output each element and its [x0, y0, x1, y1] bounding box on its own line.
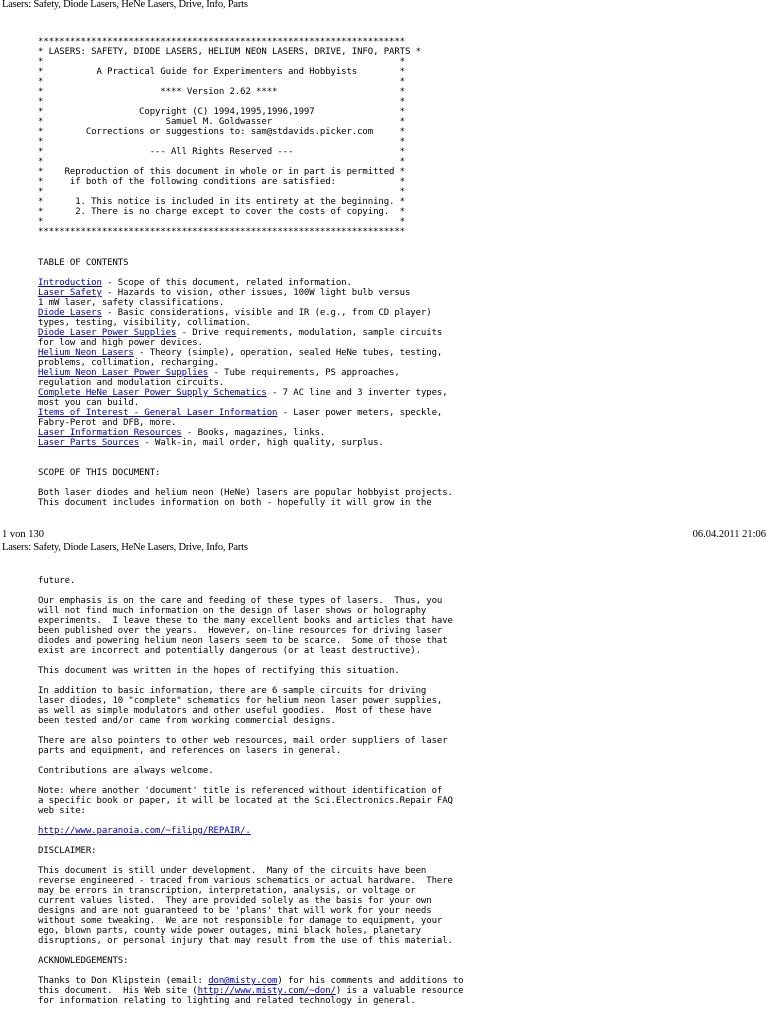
para-written: This document was written in the hopes of rectifying this situation. — [38, 666, 400, 676]
banner-line: * **** Version 2.62 **** * — [38, 87, 405, 97]
toc-heading: TABLE OF CONTENTS — [38, 258, 129, 268]
toc-link[interactable]: Helium Neon Laser Power Supplies — [38, 368, 209, 378]
banner-line: * * — [38, 187, 405, 197]
toc-link[interactable]: Laser Safety — [38, 288, 102, 298]
banner-line: * --- All Rights Reserved --- * — [38, 147, 405, 157]
toc-link[interactable]: Laser Information Resources — [38, 428, 182, 438]
ack-website-link[interactable]: http://www.misty.com/~don/ — [197, 986, 336, 996]
banner-line: * * — [38, 57, 405, 67]
banner-line: * * — [38, 137, 405, 147]
ack-text-3: ) is a valuable resource for information relating to lighting and related technology in general. — [38, 986, 464, 1006]
banner-line: * * — [38, 157, 405, 167]
ack-text-1: Thanks to Don Klipstein (email: — [38, 976, 209, 986]
print-date: 06.04.2011 21:06 — [692, 529, 766, 540]
acknowledgements-heading: ACKNOWLEDGEMENTS: — [38, 956, 129, 966]
scope-section — [38, 468, 453, 508]
para-addition: In addition to basic information, there are 6 sample circuits for driving laser diodes, 10 "complete" schematics for helium neon laser power supplies, as well as simple modulators and other useful goodies. Most of these have been tested and/or came from working commercial designs. — [38, 686, 443, 726]
toc-description: - Walk-in, mail order, high quality, surplus. — [139, 438, 384, 448]
running-header-2: Lasers: Safety, Diode Lasers, HeNe Lasers, Drive, Info, Parts — [2, 542, 248, 553]
para-note: Note: where another 'document' title is referenced without identification of a specific book or paper, it will be located at the Sci.Electronics.Repair FAQ web site: — [38, 786, 453, 816]
toc-description: - Drive requirements, modulation, sample circuits for low and high power devices. — [38, 328, 443, 348]
toc-link[interactable]: Helium Neon Lasers — [38, 348, 134, 358]
toc-link[interactable]: Introduction — [38, 278, 102, 288]
disclaimer-heading: DISCLAIMER: — [38, 846, 97, 856]
toc-description: - Books, magazines, links. — [186, 428, 326, 438]
toc-link[interactable]: Diode Lasers — [38, 308, 102, 318]
para-pointers: There are also pointers to other web resources, mail order suppliers of laser parts and equipment, and references on lasers in general. — [38, 736, 448, 756]
toc-description: - Hazards to vision, other issues, 100W light bulb versus 1 mW laser, safety classifications. — [38, 288, 411, 308]
banner-line: * LASERS: SAFETY, DIODE LASERS, HELIUM NEON LASERS, DRIVE, INFO, PARTS * — [38, 47, 421, 57]
toc-description: - Laser power meters, speckle, Fabry-Perot and DFB, more. — [38, 408, 443, 428]
para-emphasis: Our emphasis is on the care and feeding of these types of lasers. Thus, you will not find much information on the design of laser shows or holography experiments. I leave these to the many excellent books and articles that have been published over the years. However, on-line resources for driving laser diodes and powering helium neon lasers seem to be scarce. Some of those that exist are incorrect and potentially dangerous (or at least destructive). — [38, 596, 453, 656]
ack-email-link[interactable]: don@misty.com — [208, 976, 278, 986]
banner-line: ********************************************************************* — [38, 37, 405, 47]
toc-link[interactable]: Laser Parts Sources — [38, 438, 140, 448]
table-of-contents — [38, 258, 448, 448]
toc-description: - Theory (simple), operation, sealed HeNe tubes, testing, problems, collimation, recharging. — [38, 348, 443, 368]
banner-line: * A Practical Guide for Experimenters and Hobbyists * — [38, 67, 405, 77]
toc-link[interactable]: Diode Laser Power Supplies — [38, 328, 177, 338]
toc-link[interactable]: Complete HeNe Laser Power Supply Schematics — [38, 388, 267, 398]
scope-heading: SCOPE OF THIS DOCUMENT: — [38, 468, 161, 478]
banner-line: * * — [38, 217, 405, 227]
banner-line: ********************************************************************* — [38, 227, 405, 237]
banner-line: * 1. This notice is included in its entirety at the beginning. * — [38, 197, 405, 207]
banner-line: * * — [38, 77, 405, 87]
page-number: 1 von 130 — [2, 529, 44, 540]
toc-description: - Scope of this document, related information. — [107, 278, 352, 288]
faq-link[interactable]: http://www.paranoia.com/~filipg/REPAIR/. — [38, 826, 251, 836]
page-2-body — [38, 576, 464, 1006]
banner-line: * Corrections or suggestions to: sam@stdavids.picker.com * — [38, 127, 405, 137]
toc-description: - Tube requirements, PS approaches, regulation and modulation circuits. — [38, 368, 400, 388]
toc-link[interactable]: Items of Interest - General Laser Information — [38, 408, 278, 418]
banner-line: * Samuel M. Goldwasser * — [38, 117, 405, 127]
ack-text-2: ) for his comments and additions to this document. His Web site ( — [38, 976, 464, 996]
toc-description: - 7 AC line and 3 inverter types, most you can build. — [38, 388, 448, 408]
copyright-banner — [38, 37, 421, 237]
scope-paragraph: Both laser diodes and helium neon (HeNe) lasers are popular hobbyist projects. This document includes information on both - hopefully it will grow in the — [38, 488, 453, 508]
para-contributions: Contributions are always welcome. — [38, 766, 214, 776]
running-header: Lasers: Safety, Diode Lasers, HeNe Lasers, Drive, Info, Parts — [2, 0, 248, 10]
banner-line: * 2. There is no charge except to cover the costs of copying. * — [38, 207, 405, 217]
banner-line: * if both of the following conditions are satisfied: * — [38, 177, 405, 187]
banner-line: * Copyright (C) 1994,1995,1996,1997 * — [38, 107, 405, 117]
toc-list — [38, 278, 448, 448]
para-disclaimer: This document is still under development. Many of the circuits have been reverse engineered - traced from various schematics or actual hardware. There may be errors in transcription, interpretation, analysis, or voltage or current values listed. They are provided solely as the basis for your own designs and are not guaranteed to be 'plans' that will work for your needs without some tweaking. We are not responsible for damage to equipment, your ego, blown parts, county wide power outages, mini black holes, planetary disruptions, or personal injury that may result from the use of this material. — [38, 866, 453, 946]
toc-description: - Basic considerations, visible and IR (e.g., from CD player) types, testing, visibility, collimation. — [38, 308, 432, 328]
banner-line: * Reproduction of this document in whole or in part is permitted * — [38, 167, 405, 177]
para-future: future. — [38, 576, 76, 586]
banner-line: * * — [38, 97, 405, 107]
